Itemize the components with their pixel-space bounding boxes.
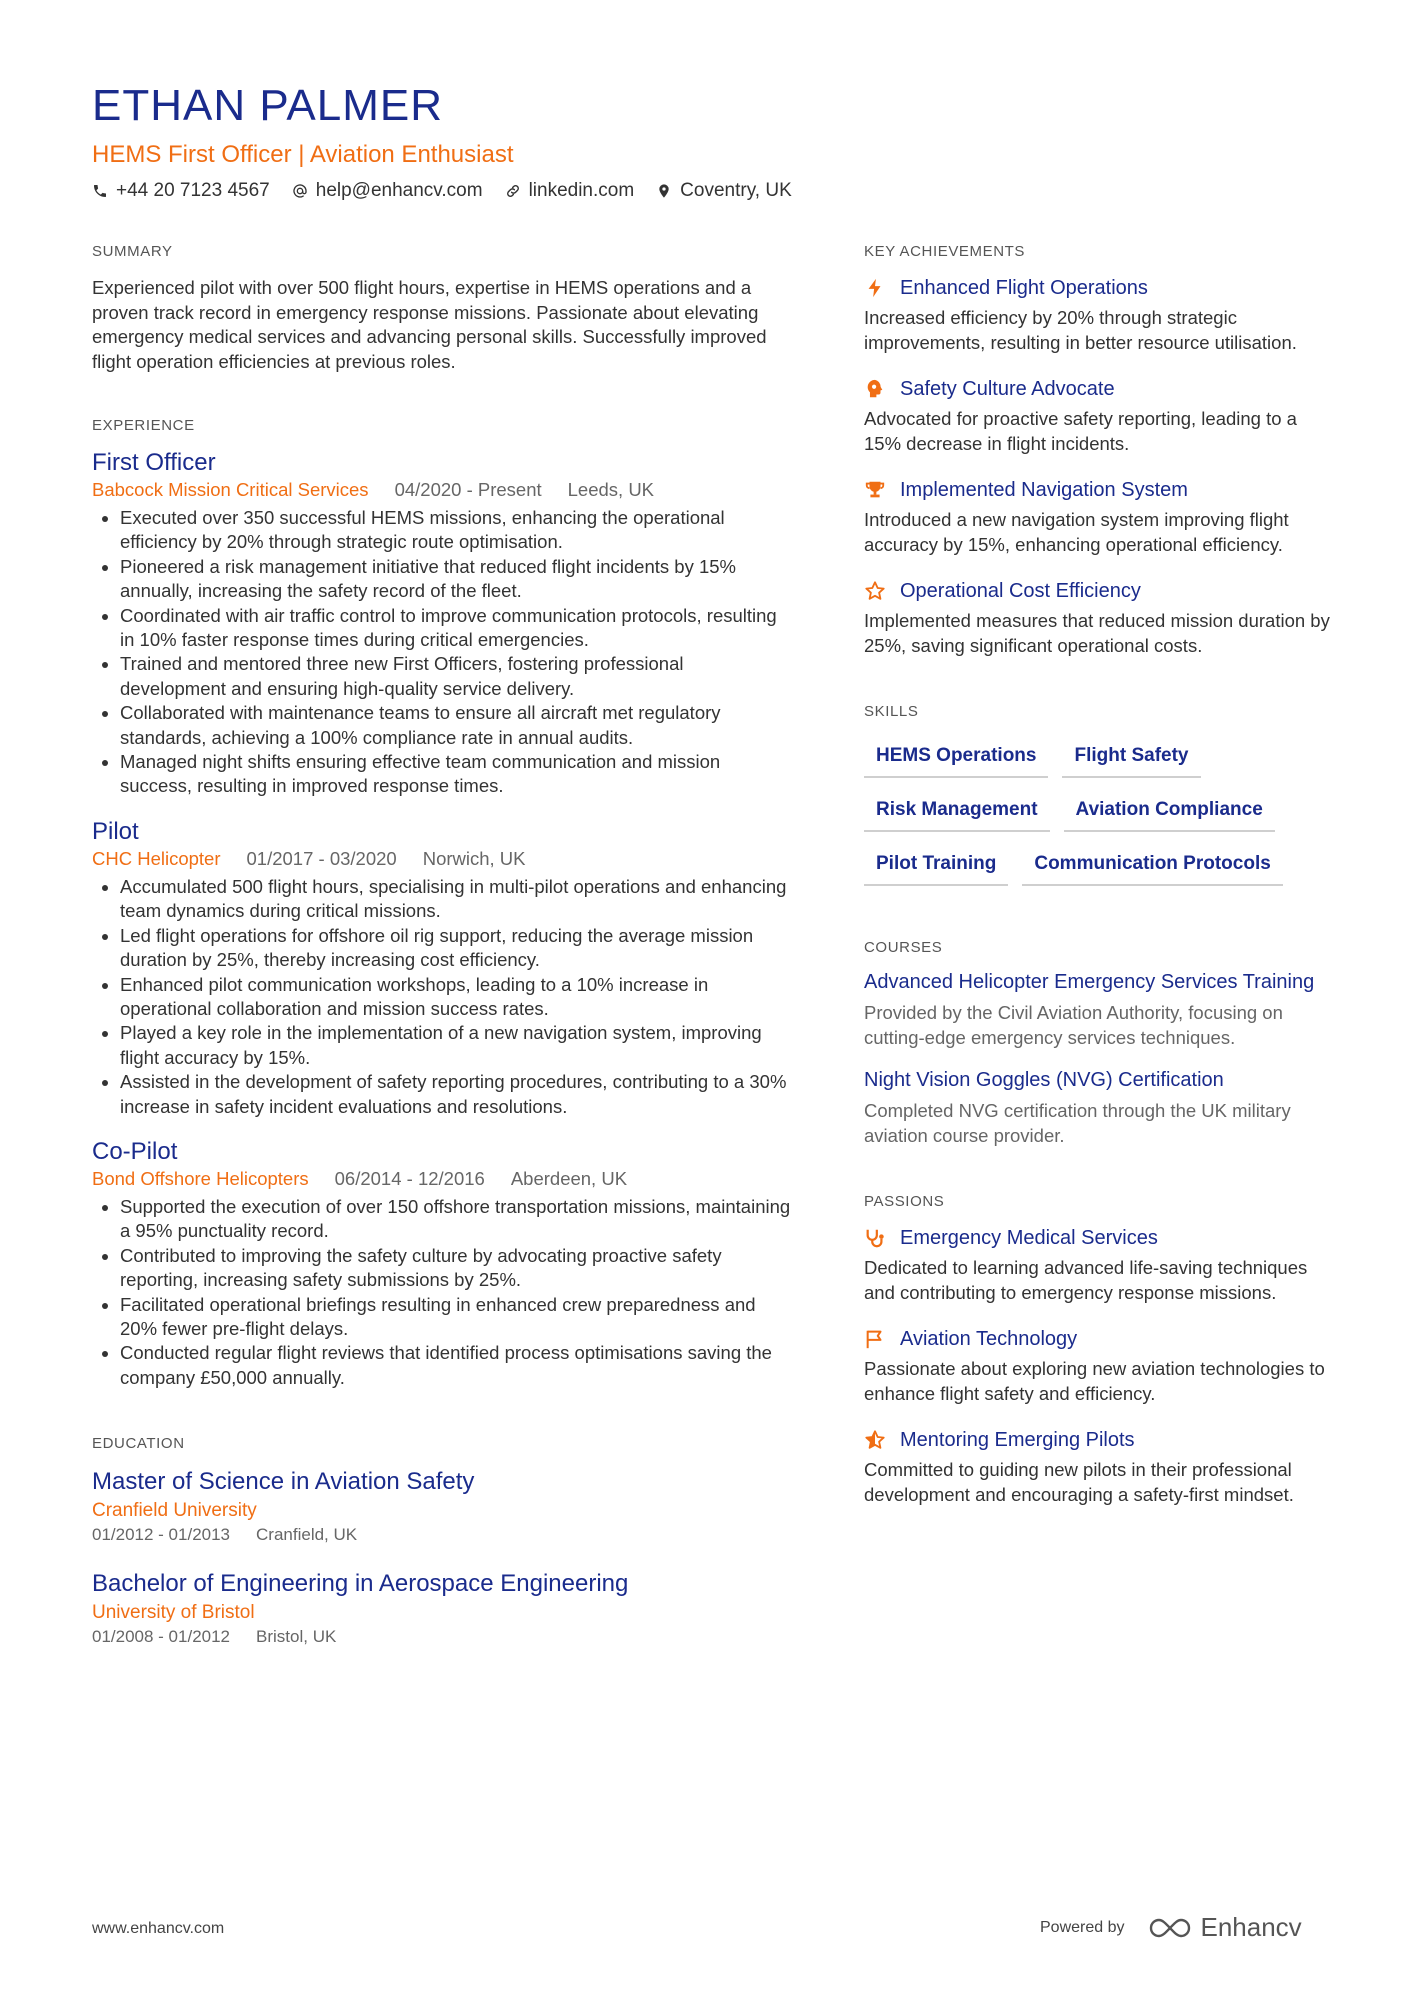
passion-text: Dedicated to learning advanced life-saving techniques and contributing to emergency response missions. <box>864 1257 1308 1303</box>
link-icon <box>505 183 521 199</box>
job-bullet: • Pioneered a risk management initiative that reduced flight incidents by 15% annually, increasing the safety record of the fleet. <box>120 555 792 604</box>
contact-linkedin[interactable] <box>505 178 635 204</box>
phone-icon <box>92 183 108 199</box>
right-column <box>864 242 1334 1527</box>
education-heading: EDUCATION <box>92 1435 185 1453</box>
achievement-title: Enhanced Flight Operations <box>900 277 1148 299</box>
achievement-item <box>864 274 1334 355</box>
job-bullet: • Supported the execution of over 150 offshore transportation missions, maintaining a 95% punctuality record. <box>120 1195 792 1244</box>
education-dates: 01/2008 - 01/2012 <box>92 1627 231 1647</box>
job-bullet: • Conducted regular flight reviews that identified process optimisations saving the company £50,000 annually. <box>120 1341 792 1390</box>
at-icon <box>292 183 308 199</box>
passion-item <box>864 1224 1334 1305</box>
achievement-title: Operational Cost Efficiency <box>900 580 1141 602</box>
summary-heading: SUMMARY <box>92 243 173 260</box>
achievement-item <box>864 375 1334 456</box>
education-school: Cranfield University <box>92 1500 257 1522</box>
contact-location <box>656 178 792 204</box>
job-entry <box>92 1137 792 1390</box>
star-icon <box>864 580 886 602</box>
job-company: Bond Offshore Helicopters <box>92 1167 309 1189</box>
achievements-heading: KEY ACHIEVEMENTS <box>864 243 1026 260</box>
education-school: University of Bristol <box>92 1602 255 1624</box>
education-entry <box>92 1568 792 1648</box>
job-bullet: • Contributed to improving the safety culture by advocating proactive safety reporting, increasing safety submissions by 25%. <box>120 1244 792 1293</box>
passion-text: Committed to guiding new pilots in their professional development and encouraging a safety-first mindset. <box>864 1459 1294 1505</box>
star-half-icon <box>864 1429 886 1451</box>
job-bullet: • Assisted in the development of safety reporting procedures, contributing to a 30% increase in safety incident evaluations and resolutions. <box>120 1070 792 1119</box>
job-bullet: • Played a key role in the implementation of a new navigation system, improving flight accuracy by 15%. <box>120 1021 792 1070</box>
achievement-title: Safety Culture Advocate <box>900 378 1115 400</box>
summary-text: Experienced pilot with over 500 flight hours, expertise in HEMS operations and a proven track record in emergency response missions. Passionate about elevating emergency medical services and advancing personal skills. Successfully improved flight operation efficiencies at previous roles. <box>92 277 767 372</box>
job-entry <box>92 817 792 1119</box>
achievement-text: Increased efficiency by 20% through strategic improvements, resulting in better resource utilisation. <box>864 307 1297 353</box>
passions-heading: PASSIONS <box>864 1193 945 1210</box>
course-item <box>864 1068 1334 1148</box>
job-dates: 04/2020 - Present <box>394 479 542 500</box>
achievement-text: Implemented measures that reduced mission duration by 25%, saving significant operational costs. <box>864 610 1330 656</box>
powered-by-label: Powered by <box>1040 1918 1125 1936</box>
education-meta <box>92 1524 792 1546</box>
job-bullet: • Trained and mentored three new First Officers, fostering professional development and ensuring high-quality service delivery. <box>120 652 792 701</box>
location-pin-icon <box>656 183 672 199</box>
job-entry <box>92 448 792 799</box>
email-text: help@enhancv.com <box>315 180 483 201</box>
skill-tag: Aviation Compliance <box>1064 792 1275 832</box>
education-location: Cranfield, UK <box>256 1525 358 1545</box>
passion-item <box>864 1325 1334 1406</box>
job-bullet: • Collaborated with maintenance teams to ensure all aircraft met regulatory standards, achieving a 100% compliance rate in annual audits. <box>120 701 792 750</box>
education-degree: Bachelor of Engineering in Aerospace Engineering <box>92 1570 629 1598</box>
achievement-text: Advocated for proactive safety reporting, leading to a 15% decrease in flight incidents. <box>864 408 1297 454</box>
job-title: Co-Pilot <box>92 1137 178 1165</box>
stethoscope-icon <box>864 1227 886 1249</box>
course-item <box>864 970 1334 1050</box>
skill-tag: Communication Protocols <box>1022 846 1282 886</box>
job-company: Babcock Mission Critical Services <box>92 479 369 500</box>
job-bullets <box>92 506 792 799</box>
location-text: Coventry, UK <box>680 180 792 201</box>
brand-name: Enhancv <box>1200 1912 1302 1942</box>
linkedin-text: linkedin.com <box>528 180 635 201</box>
skill-tag: HEMS Operations <box>864 738 1048 778</box>
summary-section <box>92 242 792 374</box>
contact-phone[interactable] <box>92 178 270 204</box>
achievement-title: Implemented Navigation System <box>900 479 1188 501</box>
course-text: Provided by the Civil Aviation Authority, focusing on cutting-edge emergency services techniques. <box>864 1002 1283 1048</box>
education-entry <box>92 1466 792 1546</box>
job-meta <box>92 847 792 871</box>
job-meta <box>92 478 792 502</box>
phone-text: +44 20 7123 4567 <box>116 180 270 201</box>
left-column <box>92 242 792 1670</box>
passion-title: Emergency Medical Services <box>900 1227 1158 1249</box>
job-title: Pilot <box>92 817 139 845</box>
job-location: Leeds, UK <box>567 479 655 500</box>
brand-logo[interactable] <box>1147 1912 1302 1943</box>
contact-email[interactable] <box>292 178 483 204</box>
footer-branding <box>1040 1912 1302 1943</box>
job-bullet: • Coordinated with air traffic control to improve communication protocols, resulting in 10% faster response times during critical emergencies. <box>120 604 792 653</box>
footer-website[interactable]: www.enhancv.com <box>92 1920 225 1937</box>
courses-section <box>864 938 1334 1148</box>
job-company: CHC Helicopter <box>92 847 221 869</box>
achievement-item <box>864 476 1334 557</box>
passion-title: Aviation Technology <box>900 1328 1078 1350</box>
job-dates: 01/2017 - 03/2020 <box>246 847 397 869</box>
passion-item <box>864 1426 1334 1507</box>
education-section <box>92 1434 792 1648</box>
course-text: Completed NVG certification through the UK military aviation course provider. <box>864 1100 1291 1146</box>
education-dates: 01/2012 - 01/2013 <box>92 1525 231 1545</box>
education-meta <box>92 1626 792 1648</box>
flag-icon <box>864 1328 886 1350</box>
candidate-tagline: HEMS First Officer | Aviation Enthusiast <box>92 141 514 168</box>
job-bullet: • Enhanced pilot communication workshops, leading to a 10% increase in operational collaboration and mission success rates. <box>120 973 792 1022</box>
trophy-icon <box>864 479 886 501</box>
bolt-icon <box>864 277 886 299</box>
achievement-text: Introduced a new navigation system improving flight accuracy by 15%, enhancing operational efficiency. <box>864 509 1289 555</box>
education-degree: Master of Science in Aviation Safety <box>92 1468 475 1496</box>
achievements-section <box>864 242 1334 658</box>
job-bullet: • Led flight operations for offshore oil rig support, reducing the average mission duration by 25%, thereby increasing cost efficiency. <box>120 924 792 973</box>
passion-text: Passionate about exploring new aviation technologies to enhance flight safety and efficiency. <box>864 1358 1325 1404</box>
job-bullet: • Executed over 350 successful HEMS missions, enhancing the operational efficiency by 20% through strategic route optimisation. <box>120 506 792 555</box>
skills-heading: SKILLS <box>864 703 919 720</box>
achievement-item <box>864 577 1334 658</box>
contact-row <box>92 178 1332 204</box>
passions-section <box>864 1192 1334 1507</box>
course-title: Night Vision Goggles (NVG) Certification <box>864 1069 1224 1091</box>
job-bullets <box>92 875 792 1119</box>
skill-tag: Pilot Training <box>864 846 1008 886</box>
job-bullet: • Accumulated 500 flight hours, specialising in multi-pilot operations and enhancing team dynamics during critical missions. <box>120 875 792 924</box>
job-bullets <box>92 1195 792 1390</box>
job-bullet: • Facilitated operational briefings resulting in enhanced crew preparedness and 20% fewer pre-flight delays. <box>120 1293 792 1342</box>
job-dates: 06/2014 - 12/2016 <box>334 1167 485 1189</box>
courses-heading: COURSES <box>864 939 943 956</box>
skill-tag: Flight Safety <box>1062 738 1200 778</box>
skills-section <box>864 702 1334 886</box>
skills-list <box>864 738 1324 886</box>
resume-header <box>92 80 1332 204</box>
job-location: Norwich, UK <box>422 847 526 869</box>
job-title: First Officer <box>92 449 216 476</box>
experience-section <box>92 416 792 1390</box>
course-title: Advanced Helicopter Emergency Services Training <box>864 971 1315 993</box>
education-location: Bristol, UK <box>256 1627 337 1647</box>
job-meta <box>92 1167 792 1191</box>
enhancv-logo-icon <box>1147 1915 1193 1941</box>
passion-title: Mentoring Emerging Pilots <box>900 1429 1135 1451</box>
head-icon <box>864 378 886 400</box>
job-location: Aberdeen, UK <box>510 1167 628 1189</box>
skill-tag: Risk Management <box>864 792 1050 832</box>
experience-heading: EXPERIENCE <box>92 417 195 434</box>
job-bullet: • Managed night shifts ensuring effective team communication and mission success, resulting in improved response times. <box>120 750 792 799</box>
candidate-name: ETHAN PALMER <box>92 81 444 130</box>
